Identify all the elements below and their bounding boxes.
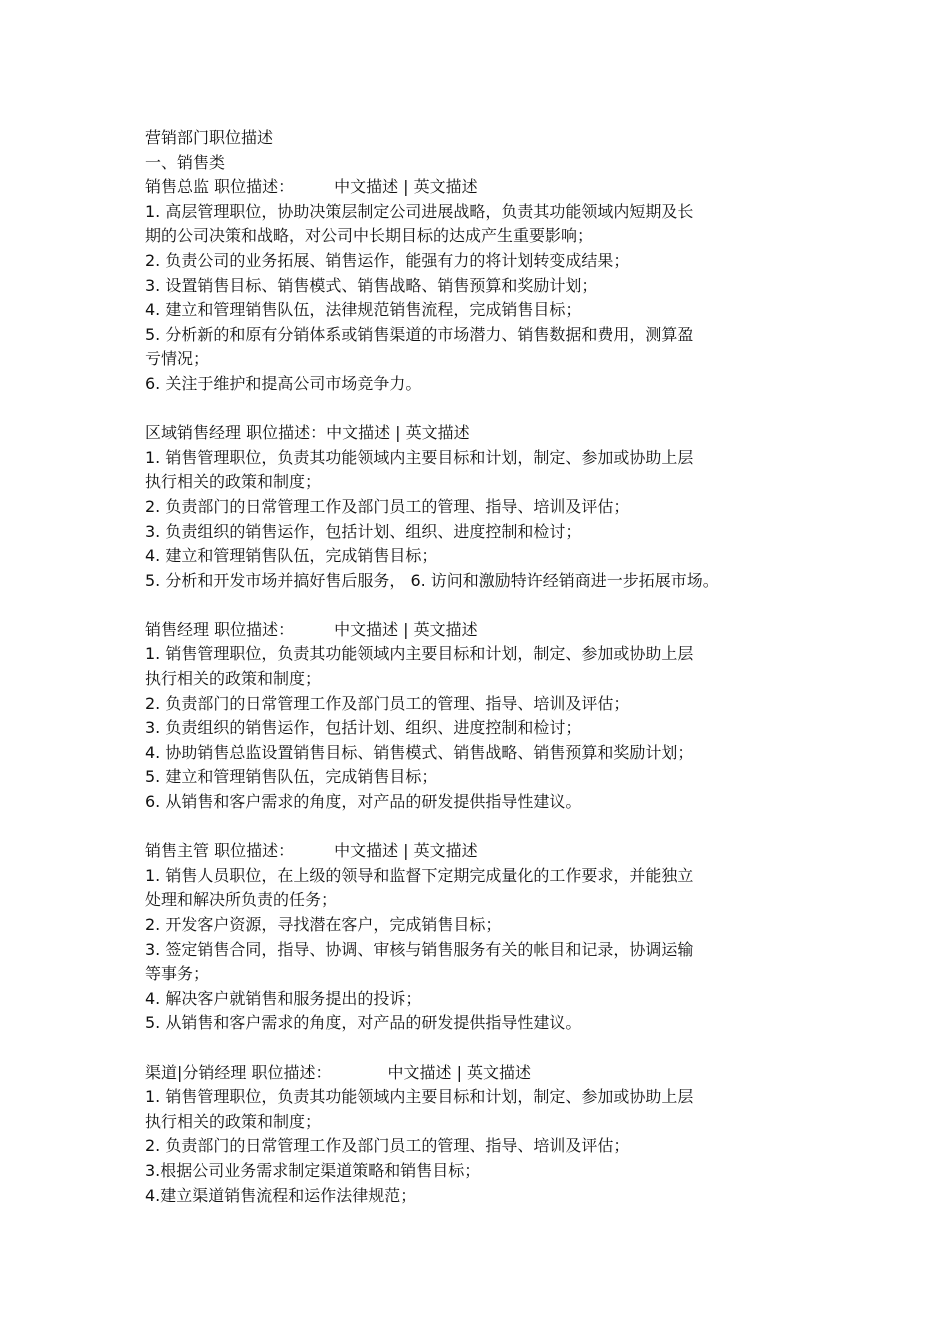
duty-line: 执行相关的政策和制度；	[145, 1111, 322, 1131]
duty-line: 等事务；	[145, 964, 210, 984]
duty-line: 处理和解决所负责的任务；	[145, 890, 338, 910]
duty-line: 4. 协助销售总监设置销售目标、销售模式、销售战略、销售预算和奖励计划；	[145, 742, 694, 762]
duty-line: 5. 建立和管理销售队伍，完成销售目标；	[145, 767, 438, 787]
section-spacer	[145, 1036, 935, 1061]
section-spacer	[145, 593, 935, 618]
duty-line: 2. 开发客户资源，寻找潜在客户，完成销售目标；	[145, 915, 502, 934]
duty-line: 执行相关的政策和制度；	[145, 472, 322, 492]
duty-line: 1. 销售管理职位，负责其功能领域内主要目标和计划，制定、参加或协助上层	[145, 644, 694, 664]
section-spacer	[145, 815, 935, 840]
section-header: 销售主管 职位描述： 中文描述 | 英文描述	[145, 841, 478, 861]
duty-line: 1. 销售人员职位，在上级的领导和监督下定期完成量化的工作要求，并能独立	[145, 865, 694, 885]
section-channel-distribution-manager	[145, 1061, 935, 1209]
duty-line: 2. 负责部门的日常管理工作及部门员工的管理、指导、培训及评估；	[145, 496, 630, 516]
section-header: 销售经理 职位描述： 中文描述 | 英文描述	[145, 619, 478, 639]
duty-line: 1. 销售管理职位，负责其功能领域内主要目标和计划，制定、参加或协助上层	[145, 1087, 694, 1107]
duty-line: 3. 负责组织的销售运作，包括计划、组织、进度控制和检讨；	[145, 718, 582, 738]
duty-line: 4.建立渠道销售流程和运作法律规范；	[145, 1185, 417, 1205]
section-sales-supervisor	[145, 839, 935, 1036]
section-spacer	[145, 397, 935, 422]
document-title: 营销部门职位描述	[145, 128, 274, 147]
duty-line: 3. 设置销售目标、销售模式、销售战略、销售预算和奖励计划；	[145, 275, 598, 295]
duty-line: 3. 负责组织的销售运作，包括计划、组织、进度控制和检讨；	[145, 521, 582, 541]
duty-line: 5. 从销售和客户需求的角度，对产品的研发提供指导性建议。	[145, 1013, 582, 1033]
category-heading: 一、销售类	[145, 152, 226, 172]
duty-line: 亏情况；	[145, 349, 210, 369]
document-page	[145, 126, 935, 1208]
duty-line: 2. 负责公司的业务拓展、销售运作，能强有力的将计划转变成结果；	[145, 250, 630, 270]
duty-line: 6. 从销售和客户需求的角度，对产品的研发提供指导性建议。	[145, 792, 582, 812]
duty-line: 5. 分析新的和原有分销体系或销售渠道的市场潜力、销售数据和费用，测算盈	[145, 324, 694, 344]
duty-line: 3.根据公司业务需求制定渠道策略和销售目标；	[145, 1160, 481, 1180]
duty-line: 5. 分析和开发市场并搞好售后服务， 6. 访问和激励特许经销商进一步拓展市场。	[145, 570, 719, 590]
section-sales-director	[145, 175, 935, 396]
duty-line: 1. 高层管理职位，协助决策层制定公司进展战略，负责其功能领域内短期及长	[145, 201, 694, 221]
duty-line: 期的公司决策和战略，对公司中长期目标的达成产生重要影响；	[145, 226, 594, 246]
section-header: 渠道|分销经理 职位描述： 中文描述 | 英文描述	[145, 1062, 532, 1082]
duty-line: 6. 关注于维护和提高公司市场竞争力。	[145, 373, 422, 393]
duty-line: 3. 签定销售合同，指导、协调、审核与销售服务有关的帐目和记录，协调运输	[145, 939, 694, 959]
duty-line: 1. 销售管理职位，负责其功能领域内主要目标和计划，制定、参加或协助上层	[145, 447, 694, 467]
duty-line: 4. 建立和管理销售队伍，完成销售目标；	[145, 546, 438, 566]
section-header: 区域销售经理 职位描述：中文描述 | 英文描述	[145, 423, 470, 443]
section-sales-manager	[145, 618, 935, 815]
section-regional-sales-manager	[145, 421, 935, 593]
duty-line: 2. 负责部门的日常管理工作及部门员工的管理、指导、培训及评估；	[145, 693, 630, 713]
duty-line: 4. 建立和管理销售队伍，法律规范销售流程，完成销售目标；	[145, 300, 582, 320]
duty-line: 2. 负责部门的日常管理工作及部门员工的管理、指导、培训及评估；	[145, 1136, 630, 1156]
duty-line: 4. 解决客户就销售和服务提出的投诉；	[145, 988, 422, 1008]
section-header: 销售总监 职位描述： 中文描述 | 英文描述	[145, 177, 478, 197]
duty-line: 执行相关的政策和制度；	[145, 669, 322, 689]
